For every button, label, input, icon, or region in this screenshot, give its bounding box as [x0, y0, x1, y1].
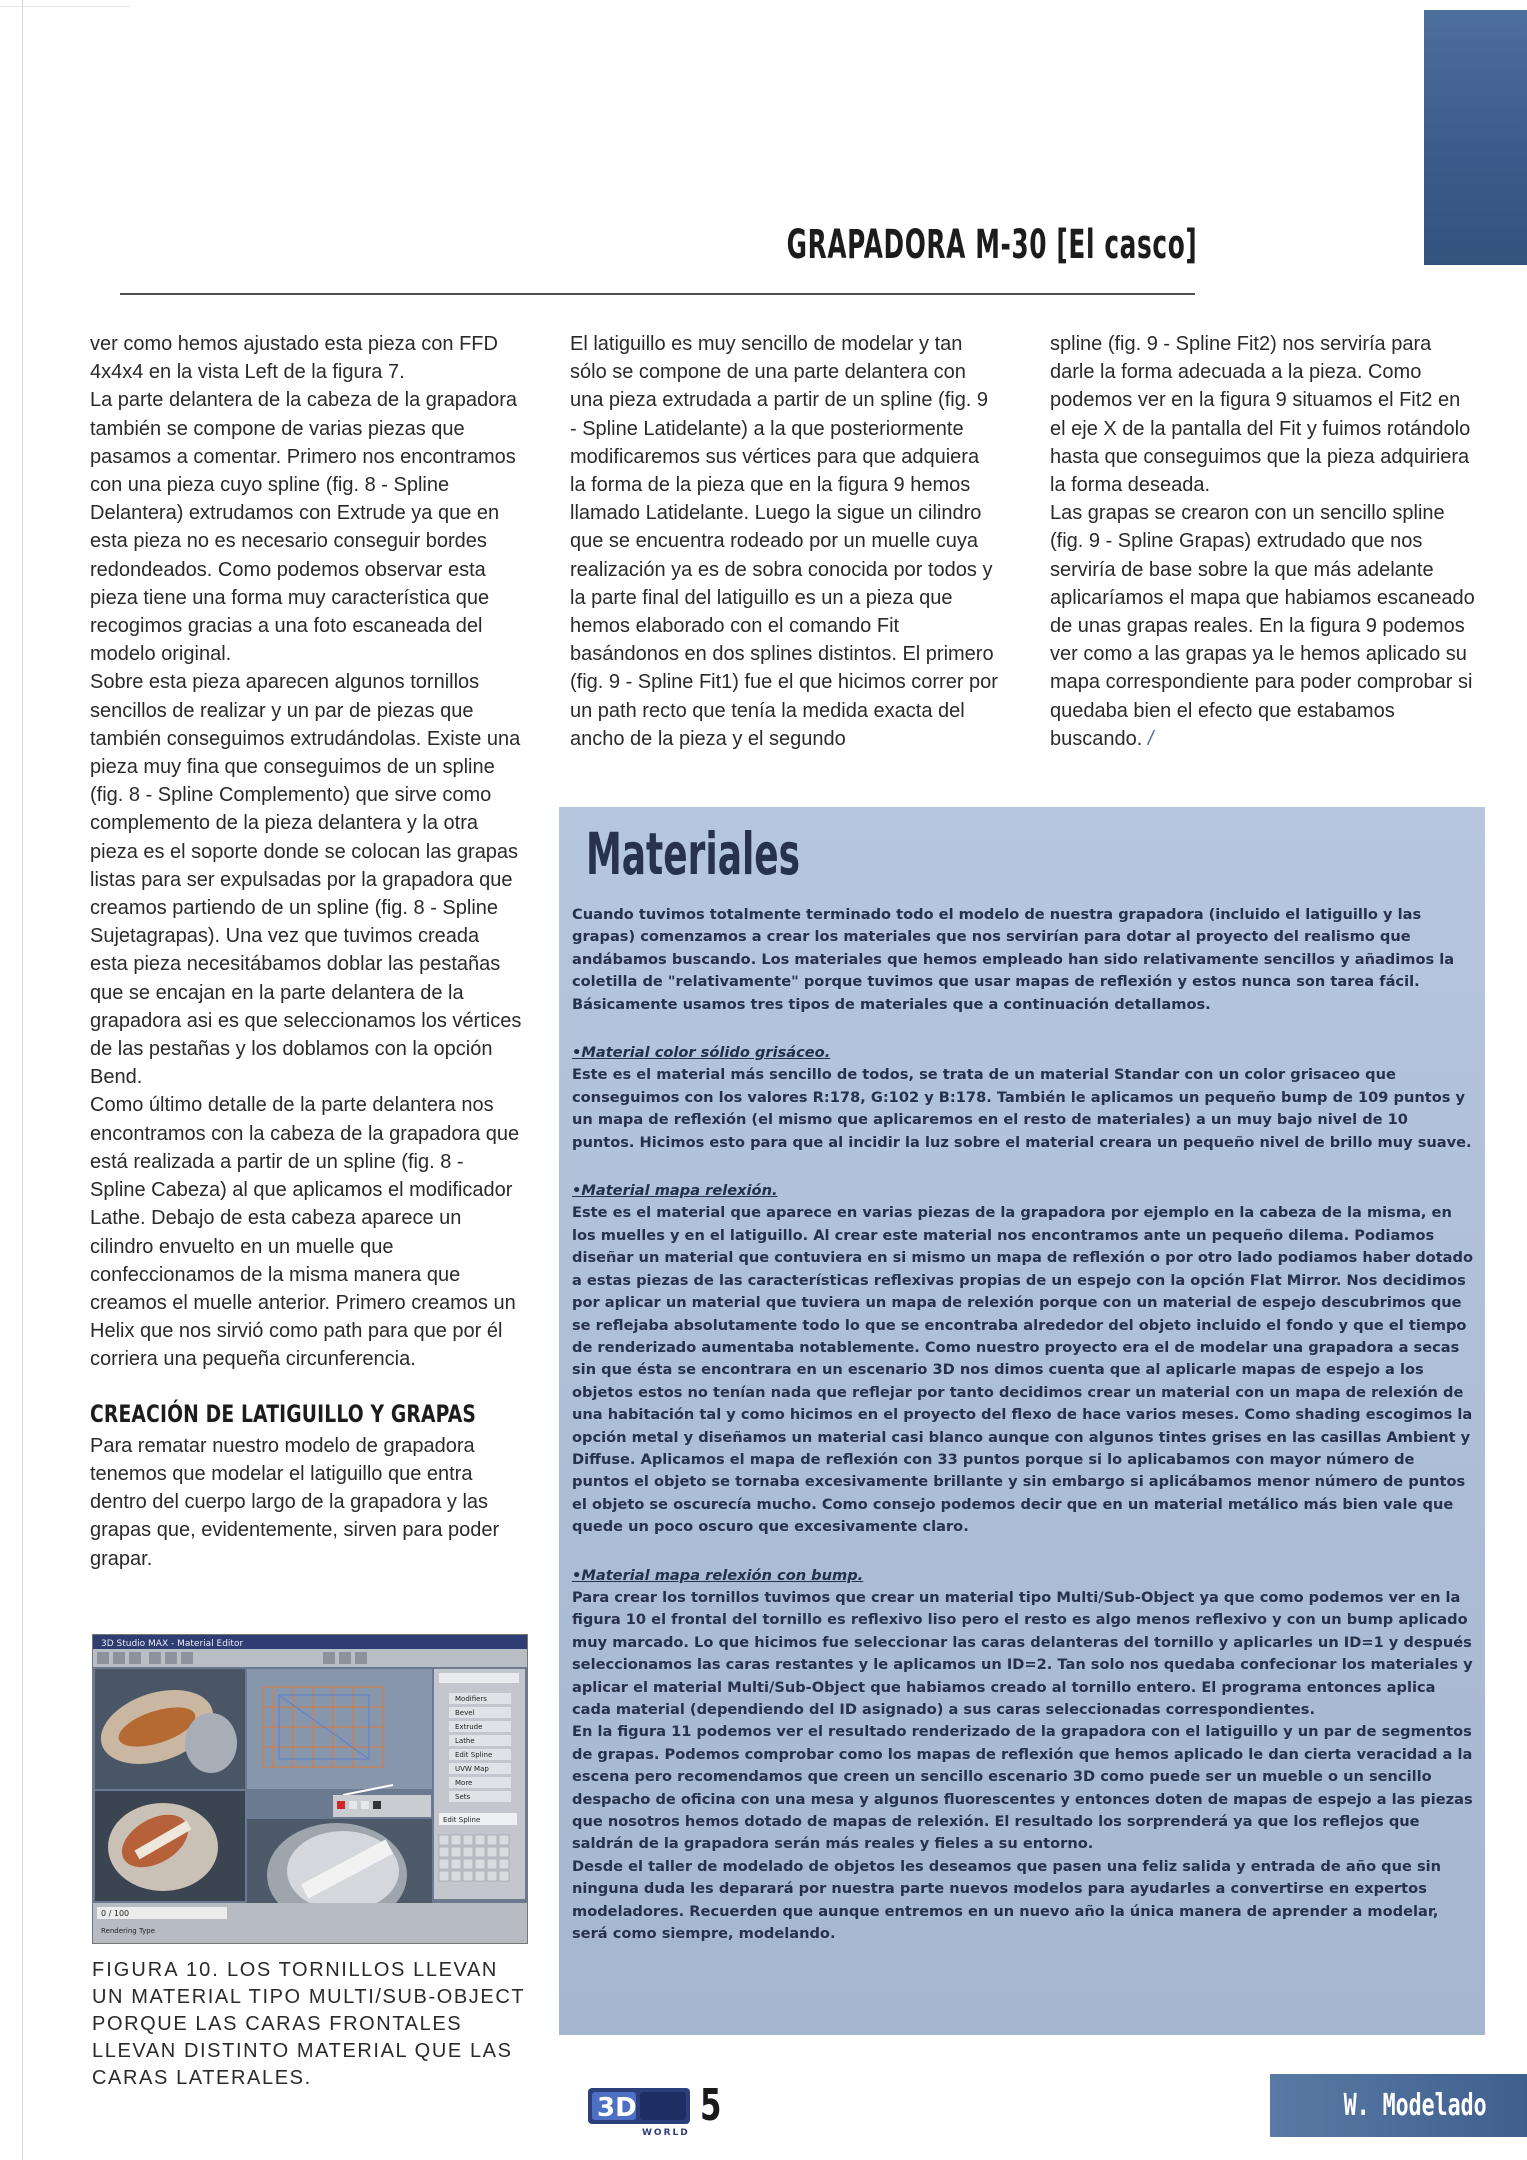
panel-button-label: Bevel: [455, 1709, 475, 1717]
figure-10-screenshot: [92, 1634, 528, 1944]
panel-button-label: Edit Spline: [455, 1751, 493, 1759]
materials-subheading: •Material color sólido grisáceo.: [572, 1044, 831, 1062]
section-heading-latiguillo: CREACIÓN DE LATIGUILLO Y GRAPAS: [90, 1399, 477, 1428]
figure-label: FIGURA 10.: [92, 1959, 220, 1981]
header-rule: [120, 293, 1195, 295]
materials-text: [572, 904, 1474, 1945]
status-text: 0 / 100: [101, 1909, 130, 1918]
window-title: 3D Studio MAX - Material Editor: [101, 1639, 244, 1649]
section-tab: [1270, 2074, 1527, 2137]
3d-world-logo: [588, 2088, 690, 2140]
logo-subtext: WORLD: [642, 2128, 690, 2138]
col2-paragraph: El latiguillo es muy sencillo de modelar y tan sólo se compone de una parte delantera con una pieza extrudada a partir de un spline (fig. 9 - Spline Latidelante) a la que posteriormente modificaremos sus vértices para que adquiera la forma de la pieza que en la figura 9 hemos llamado Latidelante. Luego la sigue un cilindro que se encuentra rodeado por un muelle cuya realización ya es de sobra conocida por todos y la parte final del latiguillo es un a pieza que hemos elaborado con el comando Fit basándonos en dos splines distintos. El primero (fig. 9 - Spline Fit1) fue el que hicimos correr por un path recto que tenía la medida exacta del ancho de la pieza y el segundo: [570, 333, 998, 750]
column-1: [90, 330, 522, 1573]
material-editor-bar: [333, 1795, 431, 1817]
figure-10-caption: [92, 1957, 528, 2092]
corner-color-tab: [1424, 10, 1527, 265]
page-edge-line: [22, 0, 23, 2160]
col3-paragraph: [1050, 499, 1480, 753]
col3-paragraph: spline (fig. 9 - Spline Fit2) nos serviría para darle la forma adecuada a la pieza. Como podemos ver en la figura 9 situamos el Fit2 en el eje X de la pantalla del Fit y fuimos rotándolo hasta que conseguimos que la pieza adquiriera la forma deseada.: [1050, 333, 1471, 497]
materials-title: Materiales: [586, 820, 801, 888]
logo-text: 3D: [597, 2093, 637, 2123]
page-edge-line-top: [0, 6, 130, 7]
panel-button-label: UVW Map: [455, 1765, 489, 1773]
panel-button-label: Lathe: [455, 1737, 475, 1745]
col1-paragraph: Sobre esta pieza aparecen algunos tornillos sencillos de realizar y un par de piezas que también conseguimos extrudándolas. Existe una pieza muy fina que conseguimos de un spline (fig. 8 - Spline Complemento) que sirve como complemento de la pieza delantera y la otra pieza es el soporte donde se colocan las grapas listas para ser expulsadas por la grapadora que creamos partiendo de un spline (fig. 8 - Spline Sujetagrapas). Una vez que tuvimos creada esta pieza necesitábamos doblar las pestañas que se encajan en la parte delantera de la grapadora asi es que seleccionamos los vértices de las pestañas y los doblamos con la opción Bend.: [90, 671, 522, 1089]
materials-subheading: •Material mapa relexión con bump.: [572, 1566, 864, 1584]
col1-paragraph: Como último detalle de la parte delantera nos encontramos con la cabeza de la grapadora que está realizada a partir de un spline (fig. 8 - Spline Cabeza) al que aplicamos el modificador Lathe. Debajo de esta cabeza aparece un cilindro envuelto en un muelle que confeccionamos de la misma manera que creamos el muelle anterior. Primero creamos un Helix que nos sirvió como path para que por él corriera una pequeña circunferencia.: [90, 1094, 520, 1371]
materials-paragraph: Desde el taller de modelado de objetos les deseamos que pasen una feliz salida y entrada de año que sin ninguna duda les deparará por nuestra parte nuevos modelos para ayudarles a convertirse en expertos modeladores. Recuerden que aunque entremos en un nuevo año la única manera de aprender a modelar, será como siempre, modelando.: [572, 1857, 1442, 1943]
materials-paragraph: Este es el material más sencillo de todos, se trata de un material Standar con un color grisaceo que conseguimos con los valores R:178, G:102 y B:178. También le aplicamos un pequeño bump de 109 puntos y un mapa de reflexión (el mismo que aplicaremos en el resto de materiales) a un muy bajo nivel de 10 puntos. Hicimos esto para que al incidir la luz sobre el material creara un pequeño nivel de brillo muy suave.: [572, 1066, 1472, 1151]
column-3: [1050, 330, 1480, 753]
section-label: W. Modelado: [1343, 2088, 1487, 2123]
figure-10-image: [93, 1635, 527, 1943]
materials-paragraph: Para crear los tornillos tuvimos que crear un material tipo Multi/Sub-Object ya que como podemos ver en la figura 10 el frontal del tornillo es reflexivo liso pero el resto es algo menos reflexivo y con un bump aplicado muy marcado. Lo que hicimos fue seleccionar las caras delanteras del tornillo y aplicarles un ID=1 y después seleccionamos las caras restantes y le aplicamos un ID=2. Tan solo nos quedaba confecionar los materiales y aplicar el material Multi/Sub-Object que habiamos creado al tornillo entero. El programa entonces aplica cada material (dependiendo del ID asignado) a sus caras seleccionadas correspondientes.: [572, 1588, 1473, 1718]
panel-button-label: More: [455, 1779, 473, 1787]
article-title: GRAPADORA M-30 [El casco]: [786, 222, 1197, 268]
page-number: 5: [700, 2080, 722, 2131]
column-2: [570, 330, 1000, 753]
col1-paragraph: La parte delantera de la cabeza de la grapadora también se compone de varias piezas que pasamos a comentar. Primero nos encontramos con una pieza cuyo spline (fig. 8 - Spline Delantera) extrudamos con Extrude ya que en esta pieza no es necesario conseguir bordes redondeados. Como podemos observar esta pieza tiene una forma muy característica que recogimos gracias a una foto escaneada del modelo original.: [90, 389, 517, 666]
materials-subheading: •Material mapa relexión.: [572, 1182, 778, 1200]
panel-button-label: Sets: [455, 1793, 471, 1801]
rendering-label: Rendering Type: [101, 1927, 156, 1935]
figure-caption-text: LOS TORNILLOS LLEVAN UN MATERIAL TIPO MULTI/SUB-OBJECT PORQUE LAS CARAS FRONTALES LLEVAN DISTINTO MATERIAL QUE LAS CARAS LATERALES.: [92, 1959, 525, 2089]
panel-button-label: Modifiers: [455, 1695, 487, 1703]
col1-paragraph: ver como hemos ajustado esta pieza con FFD 4x4x4 en la vista Left de la figura 7.: [90, 333, 498, 384]
panel-button-label: Extrude: [455, 1723, 483, 1731]
end-mark-icon: /: [1147, 727, 1154, 750]
col1-paragraph: Para rematar nuestro modelo de grapadora tenemos que modelar el latiguillo que entra dentro del cuerpo largo de la grapadora y las grapas que, evidentemente, sirven para poder grapar.: [90, 1434, 500, 1570]
materials-paragraph: Este es el material que aparece en varias piezas de la grapadora por ejemplo en la cabeza de la misma, en los muelles y en el latiguillo. Al crear este material nos encontramos ante un pequeño dilema. Podiamos diseñar un material que contuviera en si mismo un mapa de reflexión o por otro lado podiamos haber dotado a estas piezas de las características reflexivas propias de un espejo con la opción Flat Mirror. Nos decidimos por aplicar un material que tuviera un mapa de relexión porque con un material de espejo descubrimos que se reflejaba absolutamente todo lo que se encontraba alrededor del objeto incluido el fondo y que el tiempo de renderizado aumentaba notablemente. Como nuestro proyecto era el de modelar una grapadora a secas sin que ésta se encontrara en un escenario 3D nos dimos cuenta que al aplicarle mapas de espejo a los objetos estos no tenían nada que reflejar por tanto decidimos crear un material con un mapa de relexión de una habitación tal y como hicimos en el proyecto del flexo de hace varios meses. Como shading escogimos la opción metal y diseñamos un material casi blanco aunque con algunos tintes grises en las casillas Ambient y Diffuse. Aplicamos el mapa de reflexión con 33 puntos porque si lo aplicabamos con mayor número de puntos el objeto se tornaba excesivamente brillante y sin embargo si aplicábamos menor número de puntos el objeto se oscurecía mucho. Como consejo podemos decir que en un material metálico más bien vale que quede un poco oscuro que excesivamente claro.: [572, 1204, 1474, 1536]
materials-intro: Cuando tuvimos totalmente terminado todo el modelo de nuestra grapadora (incluido el latiguillo y las grapas) comenzamos a crear los materiales que nos servirían para dotar al proyecto del realismo que andábamos buscando. Los materiales que hemos empleado han sido relativamente sencillos y añadimos la coletilla de "relativamente" porque tuvimos que usar mapas de reflexión y estos nunca son tarea fácil. Básicamente usamos tres tipos de materiales que a continuación detallamos.: [572, 906, 1455, 1013]
panel-spinner-label: Edit Spline: [443, 1816, 481, 1824]
col3-paragraph-text: Las grapas se crearon con un sencillo spline (fig. 9 - Spline Grapas) extrudado que nos serviría de base sobre la que más adelante aplicaríamos el mapa que habiamos escaneado de unas grapas reales. En la figura 9 podemos ver como a las grapas ya le hemos aplicado su mapa correspondiente para poder comprobar si quedaba bien el efecto que estabamos buscando.: [1050, 502, 1475, 750]
materials-paragraph: En la figura 11 podemos ver el resultado renderizado de la grapadora con el latiguillo y un par de segmentos de grapas. Podemos comprobar como los mapas de reflexión que hemos aplicado le dan cierta veracidad a la escena pero recomendamos que creen un sencillo escenario 3D como puede ser un mueble o un sencillo despacho de oficina con una mesa y algunos fluorescentes y entonces doten de mapas de espejo a las piezas que nosotros hemos dotado de mapas de relexión. El resultado los sorprenderá ya que los reflejos que saldrán de la grapadora serán más reales y fieles a su entorno.: [572, 1723, 1473, 1853]
